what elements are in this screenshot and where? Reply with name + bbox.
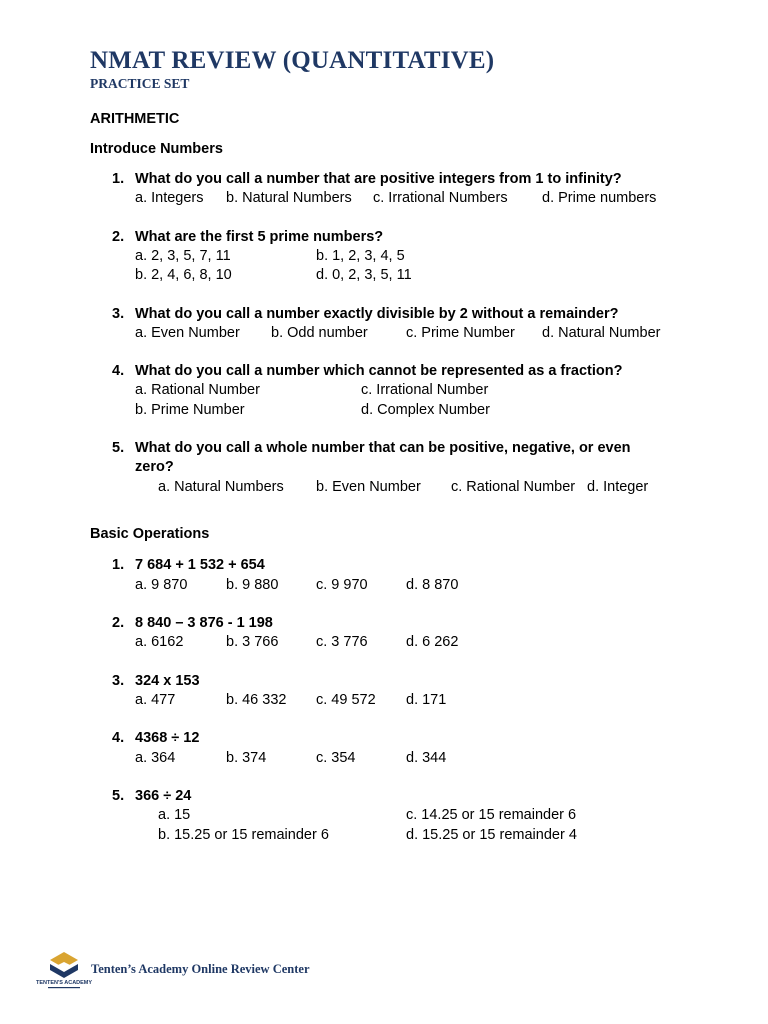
answer-option: b. 1, 2, 3, 4, 5: [316, 248, 405, 264]
answer-option: b. 2, 4, 6, 8, 10: [135, 267, 232, 283]
answer-option: d. Natural Number: [542, 325, 661, 341]
answer-option: a. 364: [135, 750, 176, 766]
question-text: What do you call a number that are positive integers from 1 to infinity?: [135, 171, 622, 187]
answer-option: b. Natural Numbers: [226, 190, 352, 206]
question-text: 4368 ÷ 12: [135, 730, 200, 746]
answer-option: c. Prime Number: [406, 325, 515, 341]
question-text: What do you call a number exactly divisible by 2 without a remainder?: [135, 306, 619, 322]
question-text: 366 ÷ 24: [135, 788, 192, 804]
question-number: 5.: [112, 440, 125, 456]
question-number: 1.: [112, 171, 125, 187]
question-text: 8 840 – 3 876 - 1 198: [135, 615, 273, 631]
answer-option: c. Irrational Numbers: [373, 190, 508, 206]
answer-option: a. Integers: [135, 190, 204, 206]
answer-option: d. 8 870: [406, 577, 459, 593]
answer-option: d. 15.25 or 15 remainder 4: [406, 827, 577, 843]
answer-option: b. 374: [226, 750, 267, 766]
logo-wordmark: TENTEN'S ACADEMY: [35, 980, 93, 986]
answer-option: c. 9 970: [316, 577, 368, 593]
answer-option: a. 477: [135, 692, 176, 708]
answer-option: b. Prime Number: [135, 402, 245, 418]
question-text: 324 x 153: [135, 673, 200, 689]
answer-option: a. Natural Numbers: [158, 479, 284, 495]
answer-option: c. 3 776: [316, 634, 368, 650]
answer-option: a. Rational Number: [135, 382, 260, 398]
question-text-continued: zero?: [135, 459, 174, 475]
question-text: 7 684 + 1 532 + 654: [135, 557, 265, 573]
answer-option: d. 171: [406, 692, 447, 708]
answer-option: b. Odd number: [271, 325, 368, 341]
answer-option: c. 14.25 or 15 remainder 6: [406, 807, 577, 823]
answer-option: c. Irrational Number: [361, 382, 489, 398]
answer-option: d. 6 262: [406, 634, 459, 650]
subsection-heading-introduce-numbers: Introduce Numbers: [90, 141, 223, 157]
page-subtitle: PRACTICE SET: [90, 76, 190, 91]
answer-option: b. 3 766: [226, 634, 279, 650]
answer-option: a. Even Number: [135, 325, 240, 341]
answer-option: d. Integer: [587, 479, 649, 495]
answer-option: d. 0, 2, 3, 5, 11: [316, 267, 412, 283]
answer-option: d. Prime numbers: [542, 190, 657, 206]
footer-text: Tenten’s Academy Online Review Center: [91, 962, 310, 976]
question-number: 1.: [112, 557, 125, 573]
answer-option: c. 49 572: [316, 692, 376, 708]
answer-option: d. 344: [406, 750, 447, 766]
question-number: 3.: [112, 306, 125, 322]
answer-option: c. 354: [316, 750, 356, 766]
question-number: 2.: [112, 229, 125, 245]
question-number: 3.: [112, 673, 125, 689]
question-text: What are the first 5 prime numbers?: [135, 229, 384, 245]
page-title: NMAT REVIEW (QUANTITATIVE): [90, 47, 495, 74]
question-number: 4.: [112, 730, 125, 746]
answer-option: c. Rational Number: [451, 479, 576, 495]
question-number: 5.: [112, 788, 125, 804]
section-heading: ARITHMETIC: [90, 111, 180, 127]
answer-option: b. Even Number: [316, 479, 421, 495]
question-text: What do you call a whole number that can be positive, negative, or even: [135, 440, 631, 456]
question-number: 4.: [112, 363, 125, 379]
question-text: What do you call a number which cannot be represented as a fraction?: [135, 363, 623, 379]
answer-option: a. 15: [158, 807, 191, 823]
question-number: 2.: [112, 615, 125, 631]
academy-logo-icon: [35, 946, 93, 992]
answer-option: a. 9 870: [135, 577, 188, 593]
answer-option: a. 2, 3, 5, 7, 11: [135, 248, 231, 264]
answer-option: b. 46 332: [226, 692, 287, 708]
answer-option: d. Complex Number: [361, 402, 490, 418]
answer-option: b. 9 880: [226, 577, 279, 593]
subsection-heading-basic-operations: Basic Operations: [90, 526, 210, 542]
answer-option: a. 6162: [135, 634, 184, 650]
answer-option: b. 15.25 or 15 remainder 6: [158, 827, 329, 843]
